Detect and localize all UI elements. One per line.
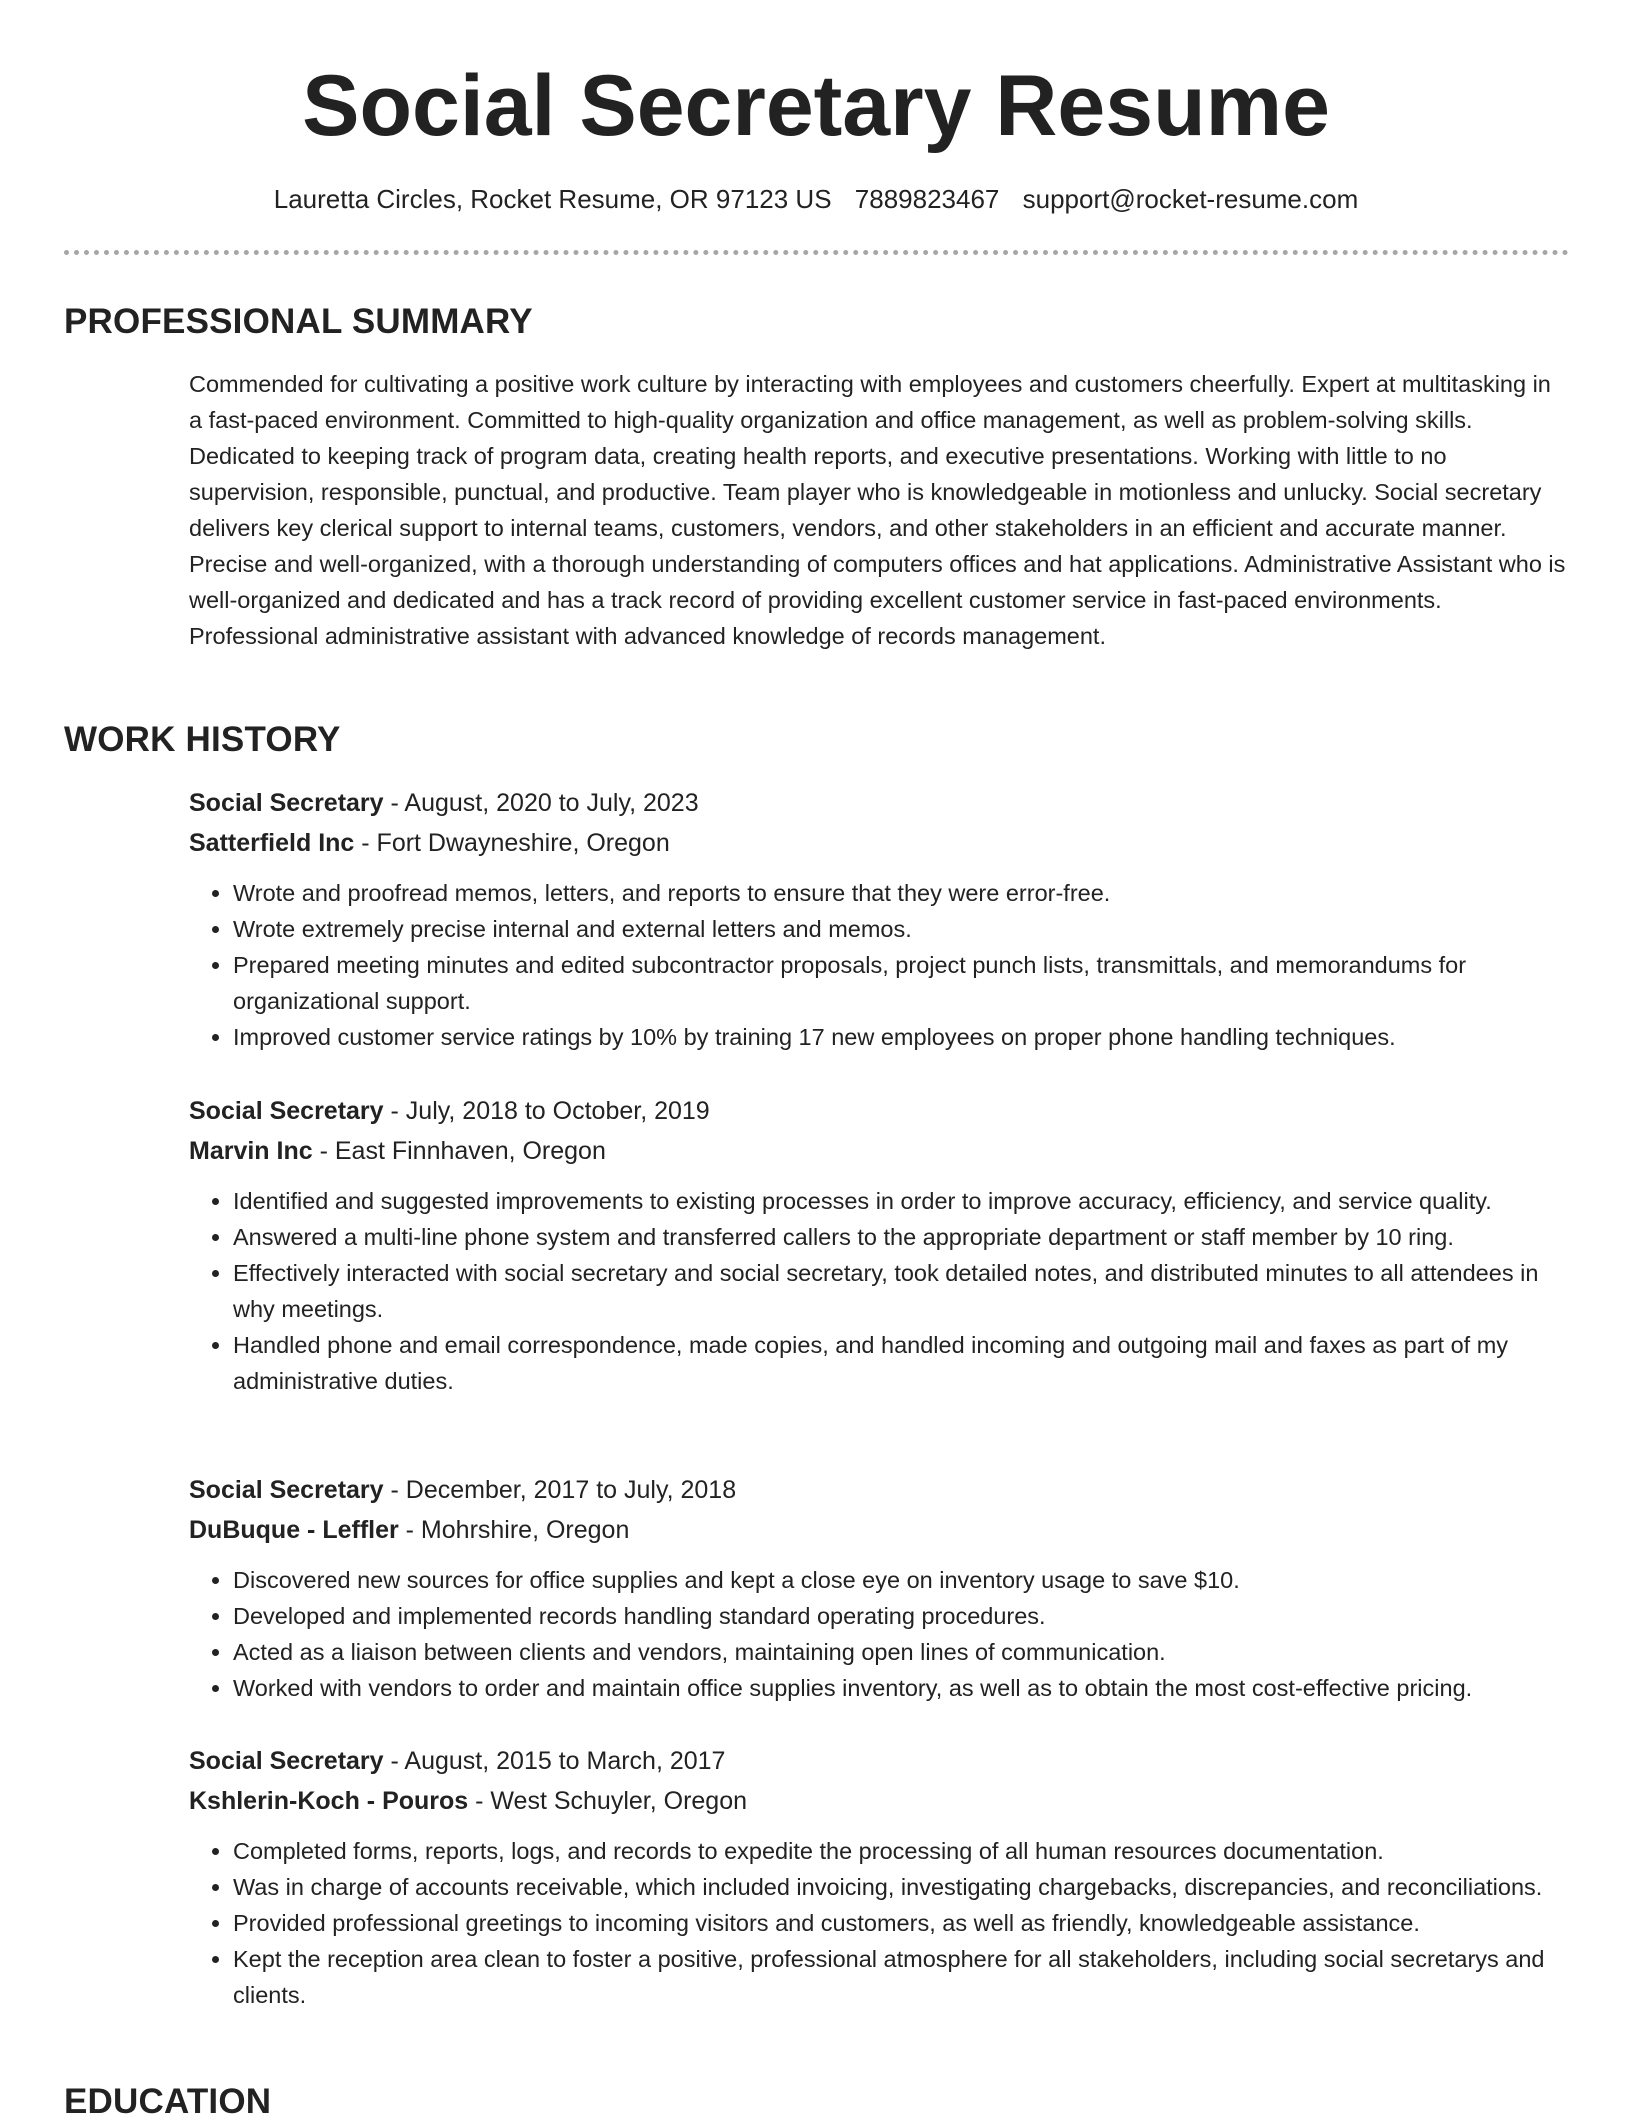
job-location: - Mohrshire, Oregon: [398, 1516, 630, 1544]
job-bullet: • Handled phone and email correspondence, made copies, and handled incoming and outgoing mail and faxes as part of my administrative duties.: [233, 1327, 1569, 1399]
job-bullet: • Kept the reception area clean to foster a positive, professional atmosphere for all stakeholders, including social secretarys and clients.: [233, 1941, 1569, 2013]
job-company-line: [189, 1131, 1569, 1171]
job-location: - West Schuyler, Oregon: [468, 1787, 748, 1815]
job-bullet: • Acted as a liaison between clients and vendors, maintaining open lines of communication.: [233, 1634, 1569, 1670]
job-company: DuBuque - Leffler: [189, 1516, 399, 1544]
job-location: - East Finnhaven, Oregon: [312, 1137, 606, 1165]
job-bullet: • Prepared meeting minutes and edited subcontractor proposals, project punch lists, transmittals, and memorandums for organizational support.: [233, 947, 1569, 1019]
job-entry: [189, 783, 1569, 1055]
job-entry: [189, 1091, 1569, 1399]
job-bullet-list: [189, 875, 1569, 1055]
job-title-line: [189, 1470, 1569, 1510]
job-title: Social Secretary: [189, 1747, 384, 1775]
job-bullet: • Was in charge of accounts receivable, which included invoicing, investigating chargebacks, discrepancies, and reconciliations.: [233, 1869, 1569, 1905]
contact-email: support@rocket-resume.com: [1022, 184, 1359, 214]
job-company: Kshlerin-Koch - Pouros: [189, 1787, 469, 1815]
job-bullet-list: [189, 1833, 1569, 2013]
job-bullet: • Developed and implemented records handling standard operating procedures.: [233, 1598, 1569, 1634]
job-bullet: • Provided professional greetings to incoming visitors and customers, as well as friendly, knowledgeable assistance.: [233, 1905, 1569, 1941]
summary-heading: PROFESSIONAL SUMMARY: [64, 302, 533, 341]
job-bullet: • Answered a multi-line phone system and transferred callers to the appropriate department or staff member by 10 ring.: [233, 1219, 1569, 1255]
job-company-line: [189, 1781, 1569, 1821]
job-bullet: • Effectively interacted with social secretary and social secretary, took detailed notes, and distributed minutes to all attendees in why meetings.: [233, 1255, 1569, 1327]
header-divider: [64, 250, 1569, 255]
contact-phone: 7889823467: [854, 184, 1000, 214]
contact-line: [0, 182, 1632, 216]
job-dates: - July, 2018 to October, 2019: [383, 1097, 710, 1125]
resume-title: Social Secretary Resume: [302, 58, 1330, 154]
job-company-line: [189, 823, 1569, 863]
education-heading: EDUCATION: [64, 2082, 272, 2121]
job-bullet: • Improved customer service ratings by 10% by training 17 new employees on proper phone handling techniques.: [233, 1019, 1569, 1055]
job-bullet: • Worked with vendors to order and maintain office supplies inventory, as well as to obtain the most cost-effective pricing.: [233, 1670, 1569, 1706]
job-bullet: • Discovered new sources for office supplies and kept a close eye on inventory usage to save $10.: [233, 1562, 1569, 1598]
job-title-line: [189, 1091, 1569, 1131]
summary-text: Commended for cultivating a positive work culture by interacting with employees and customers cheerfully. Expert at multitasking in a fast-paced environment. Committed to high-quality organization and office management, as well as problem-solving skills. Dedicated to keeping track of program data, creating health reports, and executive presentations. Working with little to no supervision, responsible, punctual, and productive. Team player who is knowledgeable in motionless and unlucky. Social secretary delivers key clerical support to internal teams, customers, vendors, and other stakeholders in an efficient and accurate manner. Precise and well-organized, with a thorough understanding of computers offices and hat applications. Administrative Assistant who is well-organized and dedicated and has a track record of providing excellent customer service in fast-paced environments. Professional administrative assistant with advanced knowledge of records management.: [189, 371, 1566, 649]
job-dates: - December, 2017 to July, 2018: [383, 1476, 737, 1504]
job-bullet: • Wrote extremely precise internal and external letters and memos.: [233, 911, 1569, 947]
job-company: Marvin Inc: [189, 1137, 313, 1165]
job-title: Social Secretary: [189, 789, 384, 817]
job-dates: - August, 2020 to July, 2023: [383, 789, 699, 817]
job-bullet-list: [189, 1183, 1569, 1399]
job-title-line: [189, 1741, 1569, 1781]
job-bullet: • Identified and suggested improvements to existing processes in order to improve accuracy, efficiency, and service quality.: [233, 1183, 1569, 1219]
job-location: - Fort Dwayneshire, Oregon: [354, 829, 670, 857]
job-title-line: [189, 783, 1569, 823]
job-title: Social Secretary: [189, 1097, 384, 1125]
contact-address: Lauretta Circles, Rocket Resume, OR 97123 US: [273, 184, 832, 214]
job-entry: [189, 1470, 1569, 1706]
job-dates: - August, 2015 to March, 2017: [383, 1747, 726, 1775]
job-entry: [189, 1741, 1569, 2013]
job-company-line: [189, 1510, 1569, 1550]
job-title: Social Secretary: [189, 1476, 384, 1504]
work-history-heading: WORK HISTORY: [64, 720, 341, 759]
job-bullet: • Wrote and proofread memos, letters, and reports to ensure that they were error-free.: [233, 875, 1569, 911]
job-bullet: • Completed forms, reports, logs, and records to expedite the processing of all human resources documentation.: [233, 1833, 1569, 1869]
job-company: Satterfield Inc: [189, 829, 355, 857]
job-bullet-list: [189, 1562, 1569, 1706]
